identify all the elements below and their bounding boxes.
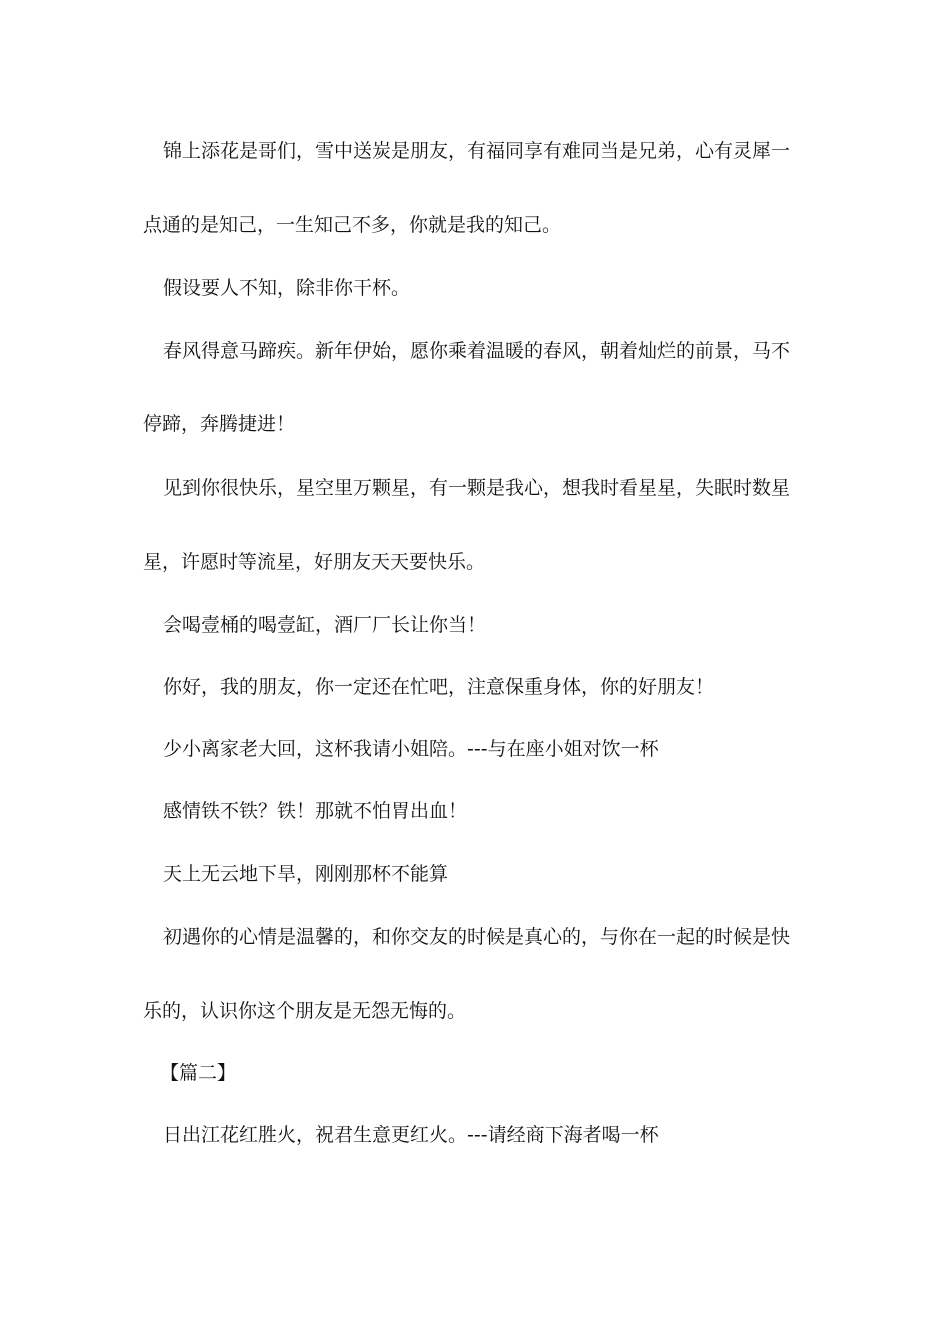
- paragraph-line-14: 乐的，认识你这个朋友是无怨无悔的。: [143, 1000, 467, 1022]
- paragraph-line-8: 会喝壹桶的喝壹缸，酒厂厂长让你当！: [163, 614, 487, 636]
- section-heading: 【篇二】: [160, 1062, 237, 1084]
- paragraph-line-10: 少小离家老大回，这杯我请小姐陪。---与在座小姐对饮一杯: [163, 738, 659, 760]
- paragraph-line-2: 点通的是知己，一生知己不多，你就是我的知己。: [143, 214, 562, 236]
- paragraph-line-11: 感情铁不铁？铁！那就不怕胃出血！: [163, 800, 468, 822]
- paragraph-line-16: 日出江花红胜火，祝君生意更红火。---请经商下海者喝一杯: [163, 1124, 659, 1146]
- paragraph-line-7: 星，许愿时等流星，好朋友天天要快乐。: [143, 551, 486, 573]
- paragraph-line-6: 见到你很快乐，星空里万颗星，有一颗是我心，想我时看星星，失眠时数星: [163, 477, 791, 499]
- paragraph-line-1: 锦上添花是哥们，雪中送炭是朋友，有福同享有难同当是兄弟，心有灵犀一: [163, 140, 791, 162]
- paragraph-line-13: 初遇你的心情是温馨的，和你交友的时候是真心的，与你在一起的时候是快: [163, 926, 791, 948]
- paragraph-line-5: 停蹄，奔腾捷进！: [143, 413, 296, 435]
- paragraph-line-3: 假设要人不知，除非你干杯。: [163, 277, 411, 299]
- paragraph-line-12: 天上无云地下旱，刚刚那杯不能算: [163, 863, 449, 885]
- paragraph-line-4: 春风得意马蹄疾。新年伊始，愿你乘着温暖的春风，朝着灿烂的前景，马不: [163, 340, 791, 362]
- paragraph-line-9: 你好，我的朋友，你一定还在忙吧，注意保重身体，你的好朋友！: [163, 676, 715, 698]
